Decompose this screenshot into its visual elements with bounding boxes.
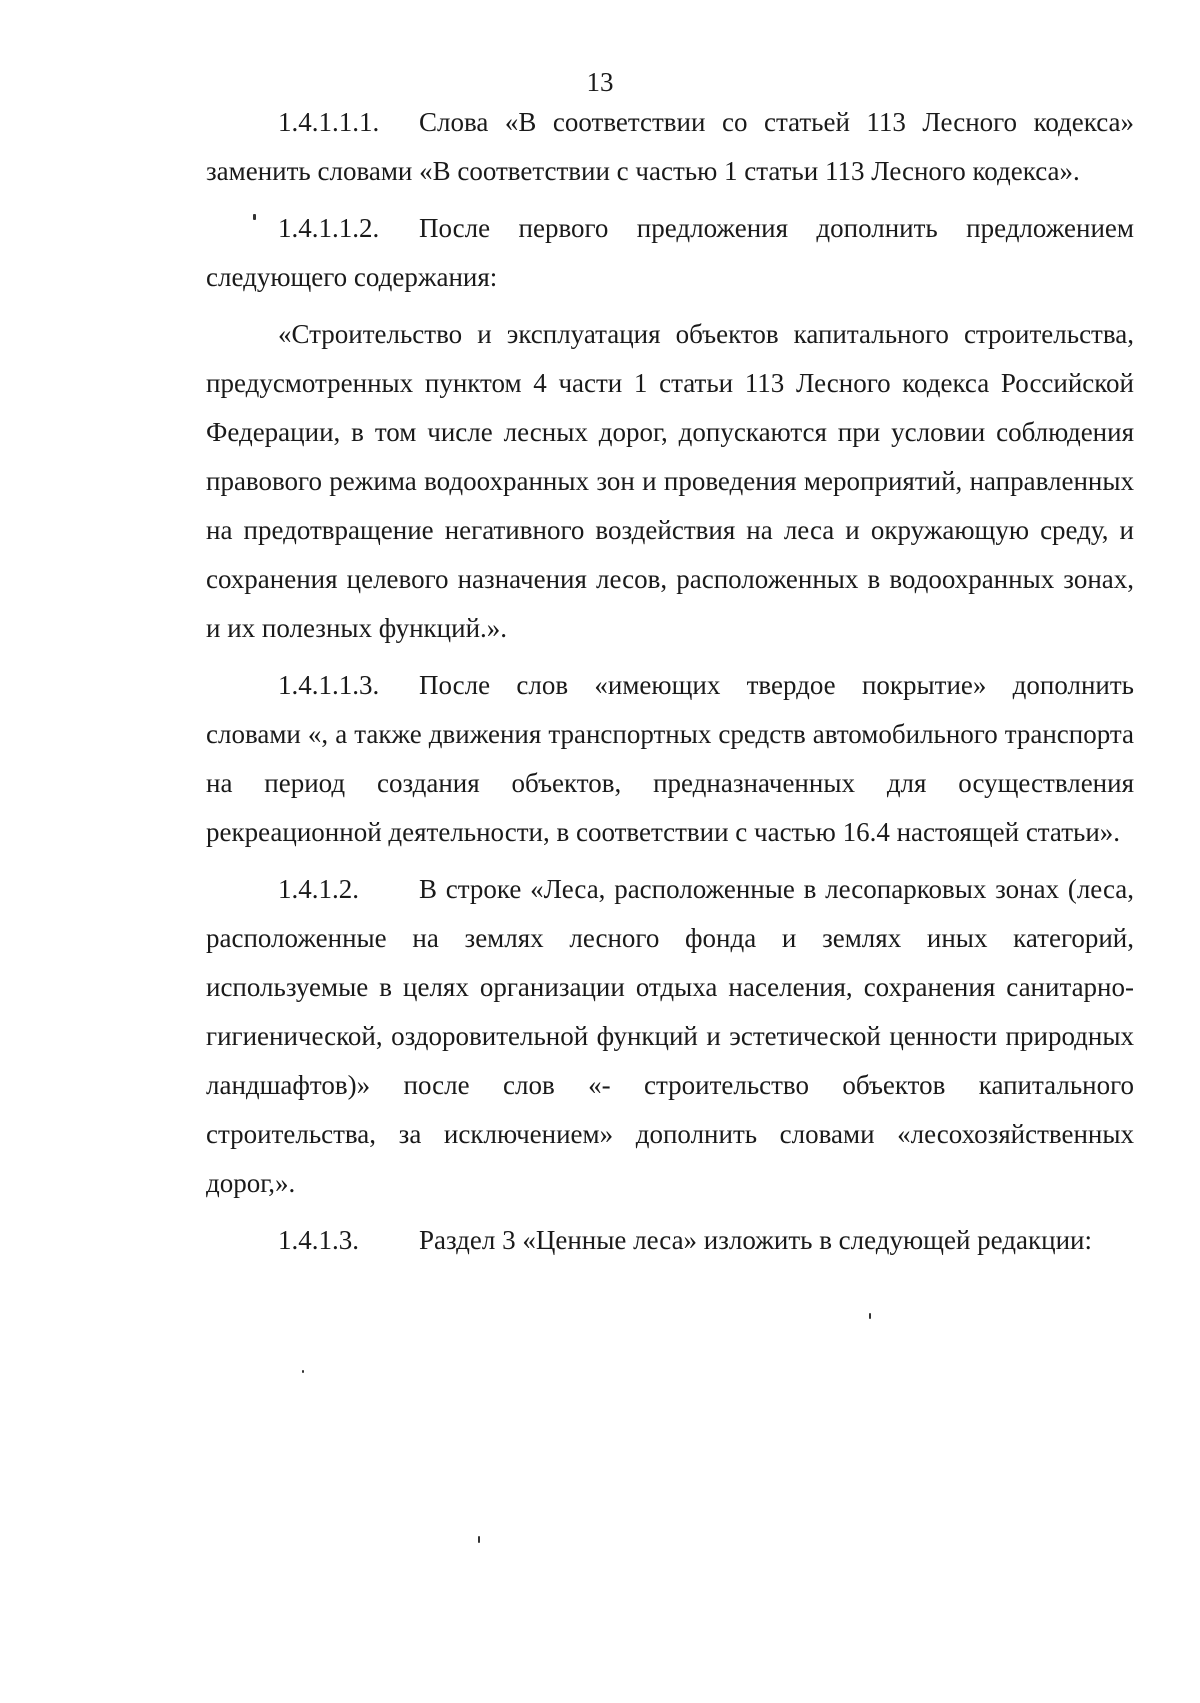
paragraph-text: Слова «В соответствии со статьей 113 Лесного кодекса» заменить словами «В соответствии с частью 1 статьи 113 Лесного кодекса». <box>206 107 1134 186</box>
paragraph-text: В строке «Леса, расположенные в лесопарковых зонах (леса, расположенные на землях лесного фонда и землях иных категорий, используемые в целях организации отдыха населения, сохранения санитарно-гигиенической, оздоровительной функций и эстетической ценности природных ландшафтов)» после слов «- строительство объектов капитального строительства, за исключением» дополнить словами «лесохозяйственных дорог,». <box>206 874 1134 1198</box>
paragraph-1-4-1-1-1 <box>206 98 1134 196</box>
scan-speck <box>302 1370 304 1373</box>
paragraph-1-4-1-2 <box>206 865 1134 1208</box>
paragraph-text: «Строительство и эксплуатация объектов капитального строительства, предусмотренных пунктом 4 части 1 статьи 113 Лесного кодекса Российской Федерации, в том числе лесных дорог, допускаются при условии соблюдения правового режима водоохранных зон и проведения мероприятий, направленных на предотвращение негативного воздействия на леса и окружающую среду, и сохранения целевого назначения лесов, расположенных в водоохранных зонах, и их полезных функций.». <box>206 319 1134 643</box>
paragraph-1-4-1-1-3 <box>206 661 1134 857</box>
document-body <box>206 98 1134 1265</box>
paragraph-1-4-1-1-2 <box>206 204 1134 302</box>
scan-speck <box>253 214 256 220</box>
paragraph-text: После первого предложения дополнить предложением следующего содержания: <box>206 213 1134 292</box>
paragraph-number: 1.4.1.3. <box>278 1225 359 1255</box>
paragraph-text: После слов «имеющих твердое покрытие» дополнить словами «, а также движения транспортных средств автомобильного транспорта на период создания объектов, предназначенных для осуществления рекреационной деятельности, в соответствии с частью 16.4 настоящей статьи». <box>206 670 1134 847</box>
scan-speck <box>869 1313 871 1319</box>
paragraph-quoted-insertion <box>206 310 1134 653</box>
paragraph-number: 1.4.1.1.1. <box>278 107 380 137</box>
page-number: 13 <box>586 67 614 97</box>
paragraph-text: Раздел 3 «Ценные леса» изложить в следующей редакции: <box>419 1225 1092 1255</box>
paragraph-number: 1.4.1.1.3. <box>278 670 380 700</box>
paragraph-1-4-1-3 <box>206 1216 1134 1265</box>
paragraph-number: 1.4.1.1.2. <box>278 213 380 243</box>
paragraph-number: 1.4.1.2. <box>278 874 359 904</box>
scan-speck <box>478 1536 480 1543</box>
